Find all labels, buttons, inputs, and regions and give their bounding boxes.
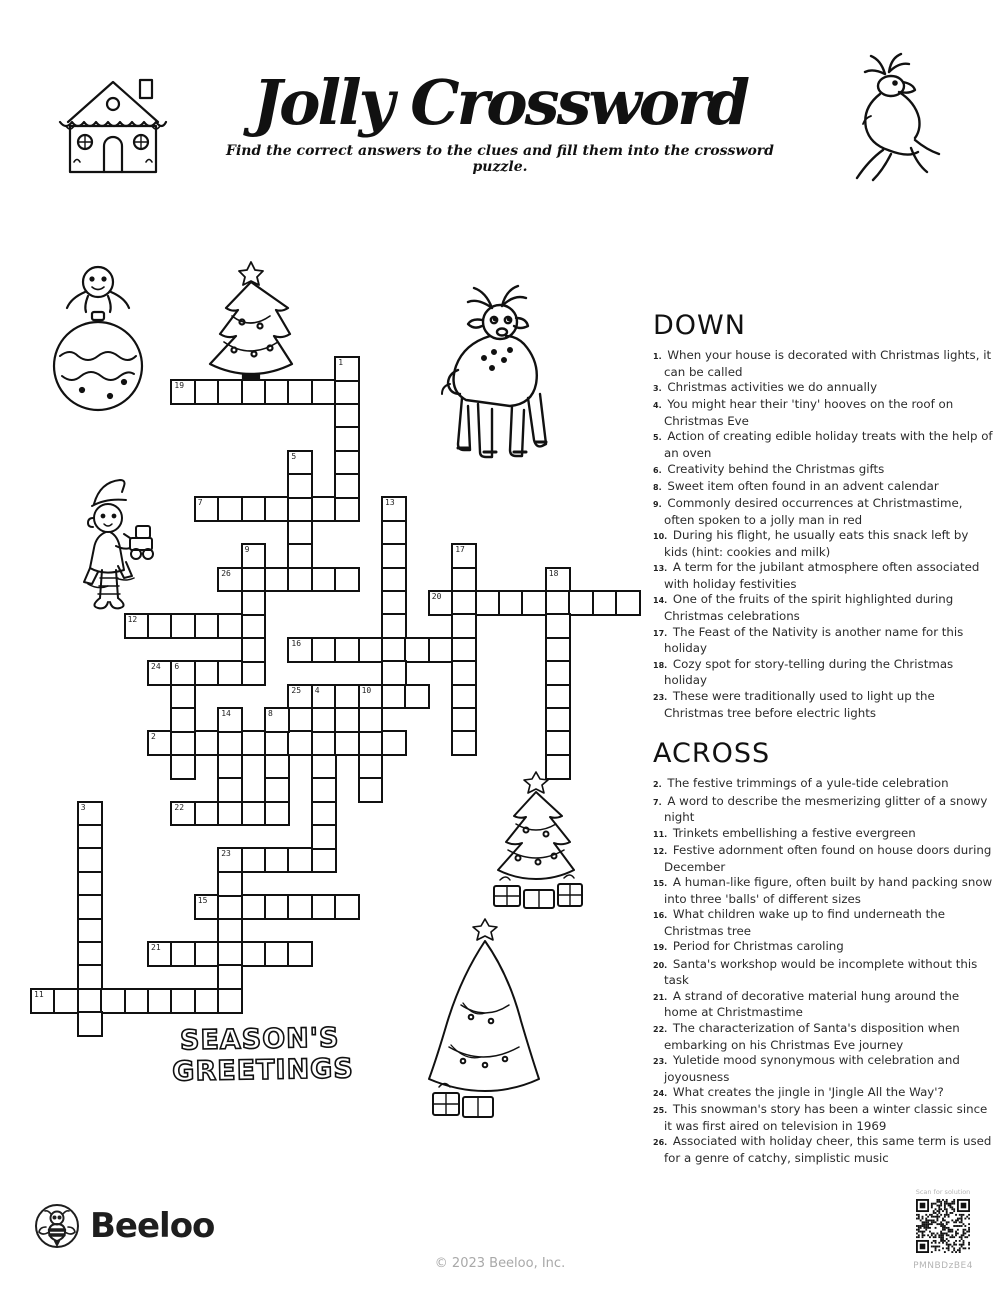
grid-cell[interactable] [124,988,150,1014]
clue-down-13 [653,560,993,592]
clue-down-17 [653,625,993,657]
clue-down-1 [653,348,993,380]
clue-down-18 [653,657,993,689]
grid-cell[interactable] [77,824,103,850]
grid-cell[interactable] [334,567,360,593]
seasons-greetings-text [171,1022,355,1088]
grid-cell[interactable] [241,660,267,686]
cell-number: 17 [455,545,465,555]
clue-number: 6. [653,465,662,475]
grid-cell[interactable] [217,754,243,780]
grid-cell[interactable] [194,730,220,756]
clue-number: 4. [653,401,662,411]
down-header: DOWN [653,310,746,341]
grid-cell[interactable] [30,988,56,1014]
grid-cell[interactable] [217,988,243,1014]
clue-across-24 [653,1085,993,1102]
grid-cell[interactable] [287,520,313,546]
grid-cell[interactable] [264,496,290,522]
clue-number: 19. [653,943,668,953]
grid-cell[interactable] [381,660,407,686]
grid-cell[interactable] [381,637,407,663]
clue-text: What creates the jingle in 'Jingle All the Way'? [669,1084,944,1099]
grid-cell[interactable] [170,754,196,780]
clue-text: What children wake up to find underneath the Christmas tree [664,907,946,938]
clue-down-10 [653,528,993,560]
elf-with-train-illustration [72,474,172,616]
grid-cell[interactable] [311,707,337,733]
grid-cell[interactable] [241,379,267,405]
grid-cell[interactable] [77,801,103,827]
grid-cell[interactable] [217,379,243,405]
grid-cell[interactable] [217,894,243,920]
clue-text: A strand of decorative material hung around the home at Christmastime [664,988,960,1020]
grid-cell[interactable] [545,730,571,756]
cell-number: 14 [221,709,231,718]
grid-cell[interactable] [241,801,267,827]
grid-cell[interactable] [592,590,618,616]
clue-number: 26. [653,1138,668,1148]
grid-cell[interactable] [498,590,524,616]
grid-cell[interactable] [217,847,243,873]
clue-across-12 [653,843,993,875]
grid-cell[interactable] [451,730,477,756]
clue-number: 18. [653,660,668,670]
grid-cell[interactable] [311,684,337,710]
cell-number: 23 [221,849,231,859]
grid-cell[interactable] [147,730,173,756]
grid-cell[interactable] [194,894,220,920]
grid-cell[interactable] [264,941,290,967]
cell-number: 7 [197,498,203,508]
grid-cell[interactable] [194,801,220,827]
clue-text: A term for the jubilant atmosphere often associated with holiday festivities [664,560,980,592]
grid-cell[interactable] [264,707,290,733]
grid-cell[interactable] [194,941,220,967]
clue-down-23 [653,689,993,721]
grid-cell[interactable] [147,941,173,967]
clue-text: The characterization of Santa's disposition when embarking on his Christmas Eve journey [664,1020,960,1052]
clue-text: The festive trimmings of a yule-tide celebration [663,776,949,791]
grid-cell[interactable] [287,684,313,710]
grid-cell[interactable] [545,684,571,710]
clue-number: 7. [653,797,662,807]
grid-cell[interactable] [194,660,220,686]
cell-number: 5 [291,451,297,461]
clue-down-8 [653,479,993,496]
grid-cell[interactable] [241,637,267,663]
grid-cell[interactable] [451,543,477,569]
gingerbread-house-illustration [38,70,188,177]
clue-across-19 [653,939,993,956]
clue-number: 10. [653,532,668,542]
grid-cell[interactable] [287,496,313,522]
cell-number: 25 [291,685,302,695]
grid-cell[interactable] [147,613,173,639]
clue-down-3 [653,380,993,397]
grid-cell[interactable] [358,777,384,803]
grid-cell[interactable] [545,637,571,663]
cell-number: 1 [338,358,344,367]
clue-number: 22. [653,1024,668,1034]
clue-text: Trinkets embellishing a festive evergreen [669,825,916,840]
grid-cell[interactable] [217,801,243,827]
cell-number: 20 [431,592,442,601]
grid-cell[interactable] [451,707,477,733]
grid-cell[interactable] [170,707,196,733]
grid-cell[interactable] [264,847,290,873]
grid-cell[interactable] [147,660,173,686]
grid-cell[interactable] [241,730,267,756]
grid-cell[interactable] [334,403,360,429]
grid-cell[interactable] [334,684,360,710]
grid-cell[interactable] [451,637,477,663]
grid-cell[interactable] [147,988,173,1014]
grid-cell[interactable] [381,613,407,639]
grid-cell[interactable] [311,801,337,827]
grid-cell[interactable] [241,847,267,873]
tall-tree-with-gifts-illustration [413,913,555,1121]
grid-cell[interactable] [451,684,477,710]
grid-cell[interactable] [217,496,243,522]
grid-cell[interactable] [264,894,290,920]
cell-number: 22 [174,802,185,812]
clue-text: Sweet item often found in an advent calendar [663,478,939,493]
seasons-greetings-line1: SEASON'S [179,1022,340,1057]
grid-cell[interactable] [311,754,337,780]
grid-cell[interactable] [311,894,337,920]
grid-cell[interactable] [264,777,290,803]
grid-cell[interactable] [568,590,594,616]
grid-cell[interactable] [334,426,360,452]
down-clue-list [653,348,993,720]
grid-cell[interactable] [194,988,220,1014]
clue-text: A word to describe the mesmerizing glitter of a snowy night [663,793,988,825]
page-subtitle: Find the correct answers to the clues and fill them into the crossword puzzle. [226,143,774,175]
clue-across-21 [653,989,993,1021]
cell-number: 26 [221,568,231,578]
grid-cell[interactable] [545,613,571,639]
grid-cell[interactable] [287,730,313,756]
clue-number: 21. [653,992,668,1002]
cell-number: 24 [151,662,161,672]
qr-code-text: PMNBDzBE4 [913,1261,973,1271]
grid-cell[interactable] [358,637,384,663]
grid-cell[interactable] [53,988,79,1014]
copyright-text: © 2023 Beeloo, Inc. [434,1256,566,1271]
leaping-reindeer-illustration [833,52,951,204]
grid-cell[interactable] [217,707,243,733]
grid-cell[interactable] [217,567,243,593]
clue-across-7 [653,794,993,826]
grid-cell[interactable] [264,754,290,780]
grid-cell[interactable] [451,567,477,593]
grid-cell[interactable] [311,496,337,522]
grid-cell[interactable] [124,613,150,639]
across-header: ACROSS [653,738,771,770]
grid-cell[interactable] [77,964,103,990]
grid-cell[interactable] [334,379,360,405]
grid-cell[interactable] [194,613,220,639]
clue-number: 1. [653,352,662,361]
cell-number: 8 [268,709,273,718]
clue-down-6 [653,462,993,479]
grid-cell[interactable] [77,918,103,944]
clue-number: 24. [653,1088,668,1098]
grid-cell[interactable] [334,450,360,476]
clue-text: These were traditionally used to light up the Christmas tree before electric lights [664,688,935,720]
clue-text: This snowman's story has been a winter classic since it was first aired on television in 1969 [664,1102,988,1134]
clue-number: 5. [653,433,662,443]
grid-cell[interactable] [334,730,360,756]
tree-with-gifts-illustration [470,768,602,916]
grid-cell[interactable] [334,473,360,499]
grid-cell[interactable] [77,988,103,1014]
cell-number: 3 [80,802,86,812]
grid-cell[interactable] [381,730,407,756]
clue-text: Period for Christmas caroling [669,939,844,954]
grid-cell[interactable] [381,684,407,710]
grid-cell[interactable] [451,590,477,616]
grid-cell[interactable] [217,871,243,897]
grid-cell[interactable] [311,824,337,850]
clue-across-16 [653,907,993,939]
clue-number: 23. [653,1056,668,1066]
clue-down-14 [653,592,993,624]
clue-number: 25. [653,1106,668,1116]
clue-number: 23. [653,692,668,702]
clue-across-2 [653,776,993,793]
grid-cell[interactable] [241,496,267,522]
clue-across-26 [653,1134,993,1166]
grid-cell[interactable] [311,637,337,663]
grid-cell[interactable] [287,637,313,663]
cell-number: 21 [151,943,161,952]
clue-text: During his flight, he usually eats this snack left by kids (hint: cookies and milk) [664,528,969,560]
clue-number: 12. [653,847,668,857]
grid-cell[interactable] [77,871,103,897]
grid-cell[interactable] [451,660,477,686]
page-title: Jolly Crossword [252,66,748,139]
grid-cell[interactable] [217,660,243,686]
cell-number: 12 [127,615,138,625]
standing-fawn-illustration [420,280,568,483]
clue-text: You might hear their 'tiny' hooves on the roof on Christmas Eve [663,397,954,429]
bee-icon [34,1203,80,1249]
grid-cell[interactable] [241,543,267,569]
clue-number: 2. [653,780,662,790]
grid-cell[interactable] [264,730,290,756]
clue-text: Christmas activities we do annually [663,380,878,395]
clue-text: Action of creating edible holiday treats with the help of an oven [663,429,993,461]
grid-cell[interactable] [241,894,267,920]
grid-cell[interactable] [170,801,196,827]
grid-cell[interactable] [194,496,220,522]
clue-text: The Feast of the Nativity is another name for this holiday [664,624,964,656]
seasons-greetings-line2: GREETINGS [172,1053,355,1088]
grid-cell[interactable] [287,847,313,873]
cell-number: 19 [174,381,185,391]
clue-number: 14. [653,596,668,606]
clue-number: 9. [653,500,662,510]
grid-cell[interactable] [404,637,430,663]
grid-cell[interactable] [311,730,337,756]
grid-cell[interactable] [264,567,290,593]
cell-number: 9 [244,545,250,555]
clue-text: Cozy spot for story-telling during the Christmas holiday [664,656,954,688]
grid-cell[interactable] [217,964,243,990]
clue-text: One of the fruits of the spirit highlighted during Christmas celebrations [664,592,954,624]
clue-across-11 [653,826,993,843]
clue-text: A human-like figure, often built by hand packing snow into three 'balls' of different sizes [664,875,993,906]
grid-cell[interactable] [334,356,360,382]
grid-cell[interactable] [170,684,196,710]
grid-cell[interactable] [334,637,360,663]
grid-cell[interactable] [287,567,313,593]
grid-cell[interactable] [545,660,571,686]
gingerbread-man-ornament-illustration [52,260,144,428]
clue-panel [653,310,993,1166]
grid-cell[interactable] [545,567,571,593]
grid-cell[interactable] [334,707,360,733]
brand-wordmark: Beeloo [90,1206,215,1246]
cell-number: 4 [314,685,320,695]
cell-number: 15 [197,896,208,906]
grid-cell[interactable] [287,894,313,920]
grid-cell[interactable] [358,684,384,710]
clue-number: 3. [653,384,662,394]
grid-cell[interactable] [217,777,243,803]
qr-code [916,1199,970,1253]
cell-number: 13 [385,498,395,508]
christmas-tree-top-illustration [198,256,304,383]
grid-cell[interactable] [170,730,196,756]
grid-cell[interactable] [241,590,267,616]
grid-cell[interactable] [287,473,313,499]
clue-text: Commonly desired occurrences at Christmastime, often spoken to a jolly man in red [663,496,963,527]
clue-down-4 [653,397,993,429]
grid-cell[interactable] [217,613,243,639]
clue-across-25 [653,1102,993,1134]
grid-cell[interactable] [241,613,267,639]
cell-number: 18 [548,568,559,578]
grid-cell[interactable] [311,777,337,803]
cell-number: 16 [291,638,302,648]
grid-cell[interactable] [358,730,384,756]
grid-cell[interactable] [311,847,337,873]
grid-cell[interactable] [311,567,337,593]
clue-across-20 [653,957,993,989]
cell-number: 6 [174,662,180,672]
grid-cell[interactable] [334,496,360,522]
grid-cell[interactable] [381,590,407,616]
grid-cell[interactable] [358,707,384,733]
grid-cell[interactable] [381,543,407,569]
grid-cell[interactable] [170,660,196,686]
grid-cell[interactable] [521,590,547,616]
clue-text: When your house is decorated with Christmas lights, it can be called [663,348,992,379]
grid-cell[interactable] [264,379,290,405]
clue-number: 11. [653,829,668,839]
grid-cell[interactable] [287,379,313,405]
beeloo-logo [34,1203,214,1249]
clue-down-9 [653,496,993,528]
qr-caption: Scan for solution [915,1188,971,1196]
grid-cell[interactable] [77,894,103,920]
grid-cell[interactable] [170,613,196,639]
clue-across-23 [653,1053,993,1085]
grid-cell[interactable] [100,988,126,1014]
grid-cell[interactable] [311,379,337,405]
grid-cell[interactable] [545,590,571,616]
grid-cell[interactable] [217,918,243,944]
clue-number: 17. [653,628,668,638]
clue-across-22 [653,1021,993,1053]
grid-cell[interactable] [217,941,243,967]
clue-text: Yuletide mood synonymous with celebration and joyousness [664,1052,960,1084]
grid-cell[interactable] [381,496,407,522]
cell-number: 10 [361,685,372,695]
grid-cell[interactable] [428,637,454,663]
grid-cell[interactable] [381,520,407,546]
grid-cell[interactable] [615,590,641,616]
grid-cell[interactable] [287,543,313,569]
grid-cell[interactable] [241,941,267,967]
grid-cell[interactable] [194,379,220,405]
cell-number: 11 [34,989,44,999]
grid-cell[interactable] [77,1011,103,1037]
clue-across-15 [653,875,993,907]
clue-text: Creativity behind the Christmas gifts [663,461,885,476]
grid-cell[interactable] [287,941,313,967]
grid-cell[interactable] [404,684,430,710]
grid-cell[interactable] [77,847,103,873]
grid-cell[interactable] [217,730,243,756]
grid-cell[interactable] [170,379,196,405]
grid-cell[interactable] [170,988,196,1014]
clue-text: Associated with holiday cheer, this same term is used for a genre of catchy, simplistic music [664,1134,992,1166]
clue-text: Festive adornment often found on house doors during December [664,843,992,874]
grid-cell[interactable] [334,894,360,920]
clue-number: 13. [653,564,668,574]
clue-number: 15. [653,879,668,889]
across-clue-list [653,776,993,1166]
clue-number: 20. [653,960,668,970]
qr-block [905,1188,981,1271]
grid-cell[interactable] [358,754,384,780]
grid-cell[interactable] [77,941,103,967]
clue-text: Santa's workshop would be incomplete without this task [664,956,978,988]
grid-cell[interactable] [428,590,454,616]
grid-cell[interactable] [170,941,196,967]
grid-cell[interactable] [545,707,571,733]
clue-number: 8. [653,482,662,492]
clue-number: 16. [653,911,668,921]
grid-cell[interactable] [381,567,407,593]
cell-number: 2 [151,732,156,742]
grid-cell[interactable] [287,450,313,476]
grid-cell[interactable] [545,754,571,780]
grid-cell[interactable] [264,801,290,827]
grid-cell[interactable] [475,590,501,616]
grid-cell[interactable] [451,613,477,639]
grid-cell[interactable] [241,567,267,593]
clue-down-5 [653,429,993,461]
